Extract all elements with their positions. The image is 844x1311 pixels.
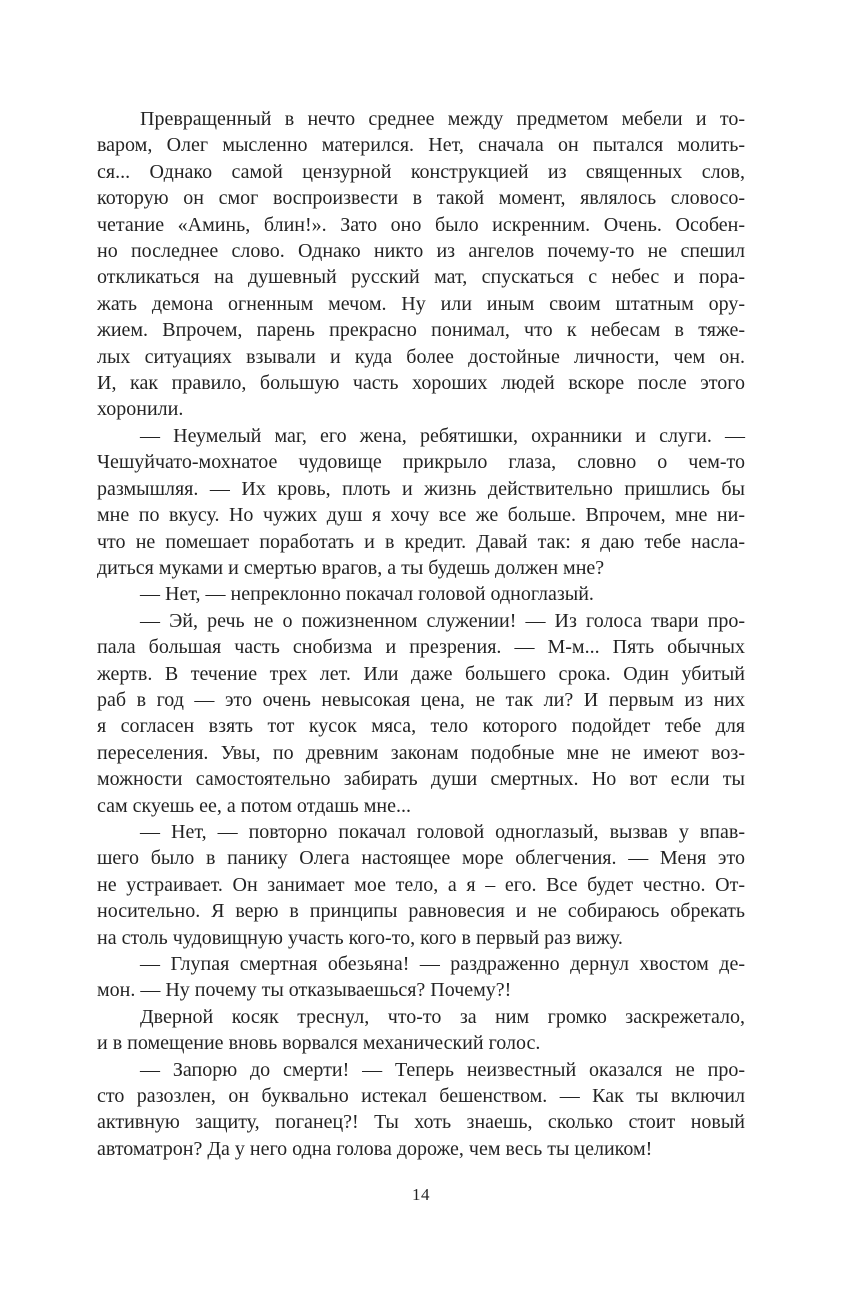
text-line: ся... Однако самой цензурной конструкцией из священных слов, <box>97 160 745 183</box>
page-number: 14 <box>412 1185 430 1204</box>
text-line: на столь чудовищную участь кого-то, кого в первый раз вижу. <box>97 926 623 949</box>
text-line: но последнее слово. Однако никто из ангелов почему-то не спешил <box>97 240 745 263</box>
text-line: — Нет, — повторно покачал головой одноглазый, вызвав у впав- <box>140 820 745 843</box>
text-line: четание «Аминь, блин!». Зато оно было искренним. Очень. Особен- <box>97 213 745 236</box>
text-line: не устраивает. Он занимает мое тело, а я – его. Все будет честно. От- <box>97 873 745 896</box>
text-line: Чешуйчато-мохнатое чудовище прикрыло глаза, словно о чем-то <box>97 451 745 474</box>
text-line: откликаться на душевный русский мат, спускаться с небес и пора- <box>97 266 745 289</box>
text-line: пала большая часть снобизма и презрения. — М-м... Пять обычных <box>97 636 745 659</box>
text-line: — Неумелый маг, его жена, ребятишки, охранники и слуги. — <box>140 424 745 447</box>
paragraph <box>97 608 745 819</box>
text-line: носительно. Я верю в принципы равновесия и не собираюсь обрекать <box>97 900 745 923</box>
paragraph <box>97 1004 745 1057</box>
text-line: хоронили. <box>97 398 184 421</box>
text-line: сам скуешь ее, а потом отдашь мне... <box>97 794 411 817</box>
text-line: мон. — Ну почему ты отказываешься? Почему?! <box>97 979 512 1002</box>
paragraph <box>97 951 745 1004</box>
text-line: варом, Олег мысленно матерился. Нет, сначала он пытался молить- <box>97 134 745 157</box>
text-line: диться муками и смертью врагов, а ты будешь должен мне? <box>97 556 605 579</box>
text-line: Дверной косяк треснул, что-то за ним громко заскрежетало, <box>140 1005 745 1028</box>
text-line: жием. Впрочем, парень прекрасно понимал, что к небесам в тяже- <box>97 319 745 342</box>
text-line: шего было в панику Олега настоящее море облегчения. — Меня это <box>97 847 745 870</box>
text-line: которую он смог воспроизвести в такой момент, являлось словосо- <box>97 187 745 210</box>
text-line: и в помещение вновь ворвался механический голос. <box>97 1032 541 1055</box>
paragraph <box>97 1057 745 1163</box>
paragraph <box>97 581 745 607</box>
text-line: И, как правило, большую часть хороших людей вскоре после этого <box>97 372 745 395</box>
text-line: — Запорю до смерти! — Теперь неизвестный оказался не про- <box>140 1058 745 1081</box>
text-line: раб в год — это очень невысокая цена, не так ли? И первым из них <box>97 688 745 711</box>
paragraph <box>97 106 745 423</box>
text-line: жать демона огненным мечом. Ну или иным своим штатным ору- <box>97 292 745 315</box>
text-line: — Нет, — непреклонно покачал головой одноглазый. <box>140 583 594 606</box>
text-line: мне по вкусу. Но чужих душ я хочу все же больше. Впрочем, мне ни- <box>97 504 745 527</box>
text-line: сто разозлен, он буквально истекал бешенством. — Как ты включил <box>97 1085 745 1108</box>
text-line: жертв. В течение трех лет. Или даже большего срока. Один убитый <box>97 662 745 685</box>
text-line: — Глупая смертная обезьяна! — раздраженно дернул хвостом де- <box>140 953 745 975</box>
text-line: — Эй, речь не о пожизненном служении! — Из голоса твари про- <box>140 609 745 632</box>
text-line: я согласен взять тот кусок мяса, тело которого подойдет тебе для <box>97 715 745 738</box>
text-line: размышляя. — Их кровь, плоть и жизнь действительно пришлись бы <box>97 477 745 500</box>
text-line: можности самостоятельно забирать души смертных. Но вот если ты <box>97 768 745 791</box>
text-line: автоматрон? Да у него одна голова дороже, чем весь ты целиком! <box>97 1137 653 1160</box>
text-line: что не помешает поработать и в кредит. Давай так: я даю тебе насла- <box>97 530 745 553</box>
text-line: лых ситуациях взывали и куда более достойные личности, чем он. <box>97 345 745 368</box>
paragraph <box>97 423 745 581</box>
text-line: Превращенный в нечто среднее между предметом мебели и то- <box>140 108 745 130</box>
paragraph <box>97 819 745 951</box>
text-block <box>97 106 745 1162</box>
text-line: активную защиту, поганец?! Ты хоть знаешь, сколько стоит новый <box>97 1111 745 1134</box>
text-line: переселения. Увы, по древним законам подобные мне не имеют воз- <box>97 741 745 764</box>
